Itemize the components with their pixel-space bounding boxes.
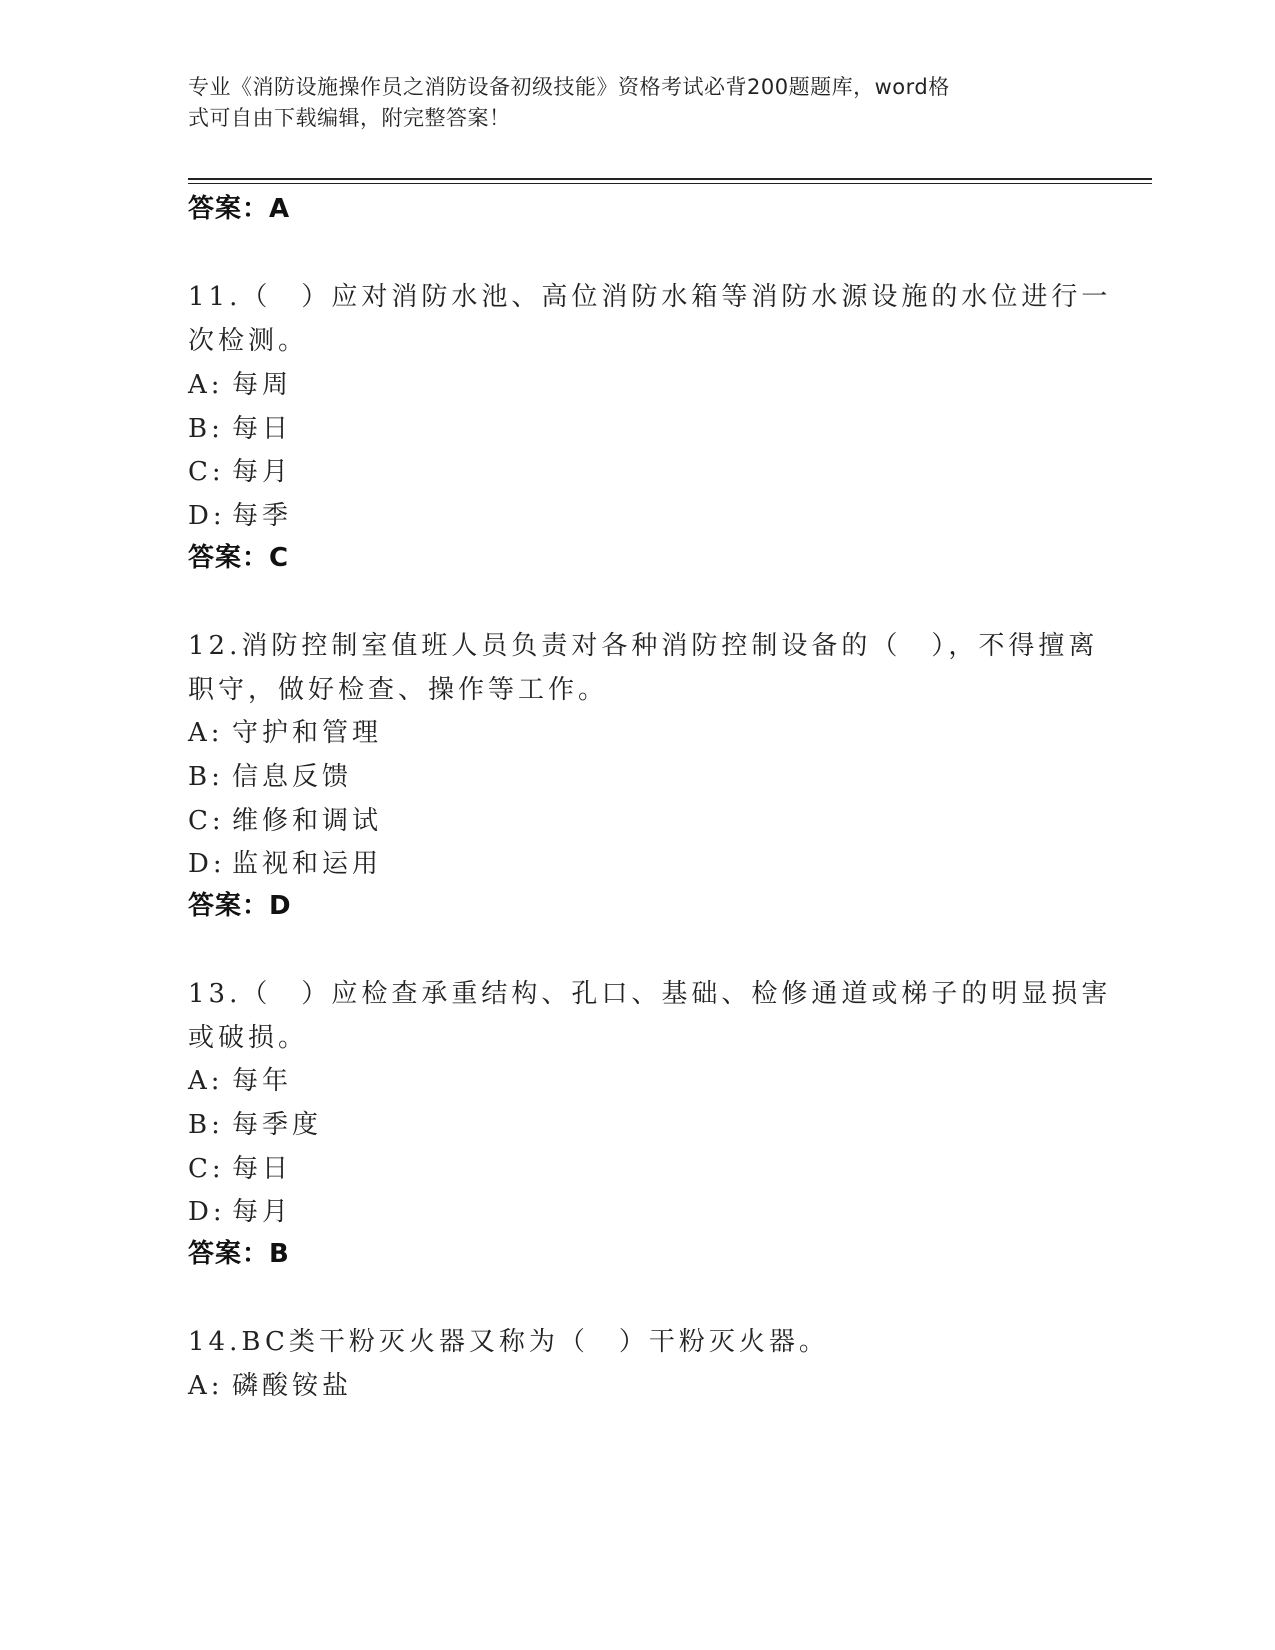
- question-13-line-1: 13.（ ）应检查承重结构、孔口、基础、检修通道或梯子的明显损害: [188, 979, 1112, 1009]
- header-line-2: 式可自由下载编辑，附完整答案！: [188, 106, 511, 130]
- question-11-line-1: 11.（ ）应对消防水池、高位消防水箱等消防水源设施的水位进行一: [188, 282, 1112, 312]
- question-13-answer: 答案：B: [188, 1239, 290, 1269]
- header-rule-thick: [188, 178, 1152, 180]
- question-12-option-c: C: 维修和调试: [188, 806, 383, 836]
- question-12-line-2: 职守，做好检查、操作等工作。: [188, 675, 609, 705]
- header-line-1: 专业《消防设施操作员之消防设备初级技能》资格考试必背200题题库，word格: [188, 75, 950, 99]
- question-13-line-2: 或破损。: [188, 1023, 309, 1053]
- question-11-line-2: 次检测。: [188, 326, 309, 356]
- question-13-option-b: B: 每季度: [188, 1110, 323, 1140]
- question-13-option-d: D: 每月: [188, 1197, 293, 1227]
- question-12-line-1: 12.消防控制室值班人员负责对各种消防控制设备的（ ），不得擅离: [188, 631, 1099, 661]
- question-12-answer: 答案：D: [188, 891, 292, 921]
- question-12-option-d: D: 监视和运用: [188, 849, 383, 879]
- question-13-option-c: C: 每日: [188, 1154, 293, 1184]
- question-13-option-a: A: 每年: [188, 1066, 293, 1096]
- header-rule-thin: [188, 183, 1152, 184]
- question-11-option-c: C: 每月: [188, 457, 293, 487]
- question-14-line-1: 14.BC类干粉灭火器又称为（ ）干粉灭火器。: [188, 1327, 829, 1357]
- question-12-option-a: A: 守护和管理: [188, 718, 383, 748]
- previous-answer: 答案：A: [188, 194, 291, 224]
- document-header: [188, 72, 1068, 134]
- question-11-option-a: A: 每周: [188, 370, 293, 400]
- question-11-answer: 答案：C: [188, 543, 290, 573]
- question-11-option-d: D: 每季: [188, 501, 293, 531]
- question-11-option-b: B: 每日: [188, 414, 293, 444]
- question-12-option-b: B: 信息反馈: [188, 762, 353, 792]
- question-14-option-a: A: 磷酸铵盐: [188, 1371, 353, 1401]
